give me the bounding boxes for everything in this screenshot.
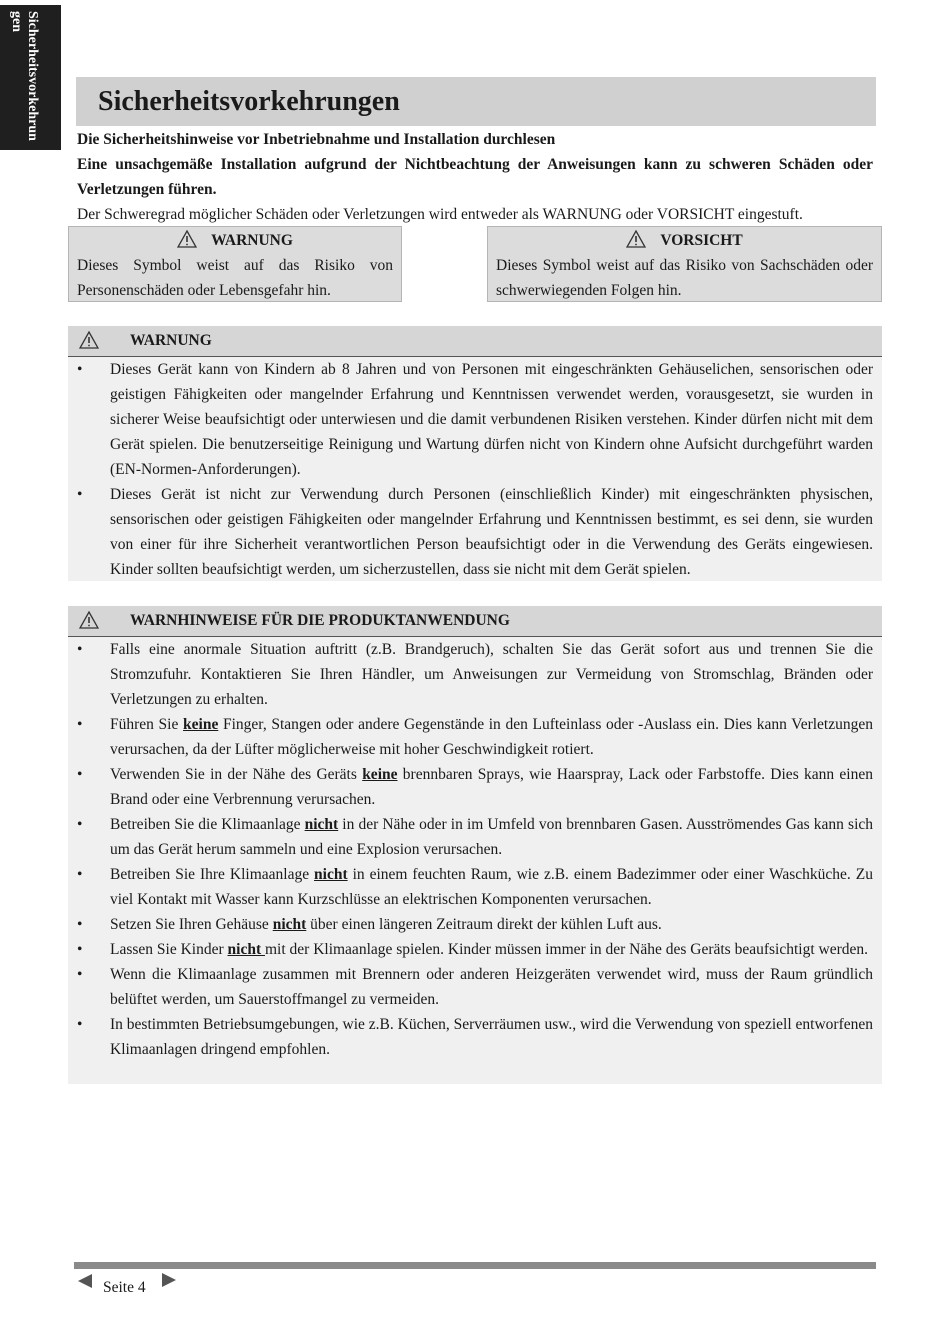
list-item xyxy=(68,937,873,962)
legend-vorsicht-box xyxy=(487,226,882,302)
bullet: • xyxy=(77,766,83,783)
bullet: • xyxy=(77,641,83,658)
triangle-left-icon[interactable] xyxy=(77,1273,93,1289)
legend-warnung-box xyxy=(68,226,402,302)
warnung-section xyxy=(68,326,882,581)
list-item xyxy=(68,1012,873,1062)
bullet: • xyxy=(77,1016,83,1033)
side-tab xyxy=(0,5,61,150)
triangle-right-icon[interactable] xyxy=(161,1272,177,1288)
list-item xyxy=(68,862,873,912)
bullet: • xyxy=(77,866,83,883)
legend-warnung-text: Dieses Symbol weist auf das Risiko von Personenschäden oder Lebensgefahr hin. xyxy=(77,257,393,299)
warnung-list xyxy=(68,357,882,582)
page-title: Sicherheitsvorkehrungen xyxy=(98,86,400,117)
list-item-text: Falls eine anormale Situation auftritt (z.B. Brandgeruch), schalten Sie das Gerät sofort aus und trennen Sie die Stromzufuhr. Kontaktieren Sie Ihren Händler, um Anweisungen zur Vermeidung von Stromschlag, Bränden oder Verletzungen zu erhalten. xyxy=(110,641,873,708)
legend-warnung-title: WARNUNG xyxy=(211,232,293,249)
bullet: • xyxy=(77,486,83,503)
list-item-text: In bestimmten Betriebsumgebungen, wie z.B. Küchen, Serverräumen usw., wird die Verwendung von speziell entworfenen Klimaanlagen dringend empfohlen. xyxy=(110,1016,873,1058)
warnung-section-title: WARNUNG xyxy=(130,332,212,349)
footer-divider xyxy=(74,1262,876,1269)
title-bar xyxy=(76,77,876,126)
warning-triangle-icon xyxy=(177,230,197,248)
intro-severity-note: Der Schweregrad möglicher Schäden oder Verletzungen wird entweder als WARNUNG oder VORSICHT eingestuft. xyxy=(77,206,803,223)
list-item-text: Betreiben Sie Ihre Klimaanlage xyxy=(110,866,315,883)
side-tab-label: Sicherheitsvorkehrungen xyxy=(9,11,40,141)
legend-vorsicht-text: Dieses Symbol weist auf das Risiko von Sachschäden oder schwerwiegenden Folgen hin. xyxy=(496,257,873,299)
list-item-text: Lassen Sie Kinder xyxy=(110,941,228,958)
list-item xyxy=(68,962,873,1012)
list-item-text: Finger, Stangen oder andere Gegenstände in den Lufteinlass oder -Auslass ein. Dies kann Verletzungen verursachen, da der Lüfter möglicherweise mit hoher Geschwindigkeit rotiert. xyxy=(110,716,873,758)
list-item xyxy=(68,812,873,862)
emphasis-keyword: nicht xyxy=(272,916,307,933)
legend-vorsicht-heading xyxy=(488,228,881,253)
list-item-text: Verwenden Sie in der Nähe des Geräts xyxy=(110,766,363,783)
warning-triangle-icon xyxy=(79,331,99,349)
page-number: Seite 4 xyxy=(103,1279,146,1296)
bullet: • xyxy=(77,916,83,933)
legend-warnung-heading xyxy=(69,228,401,253)
intro xyxy=(77,127,873,227)
bullet: • xyxy=(77,966,83,983)
list-item-text: Wenn die Klimaanlage zusammen mit Brennern oder anderen Heizgeräten verwendet wird, muss der Raum gründlich belüftet werden, um Sauerstoffmangel zu vermeiden. xyxy=(110,966,873,1008)
list-item-text: Dieses Gerät ist nicht zur Verwendung durch Personen (einschließlich Kinder) mit eingeschränkten physischen, sensorischen oder geistigen Fähigkeiten oder mangelnder Erfahrung und Kenntnissen bestimmt, es sei denn, sie wurden von einer für ihre Sicherheit verantwortlichen Person beaufsichtigt oder in die Verwendung des Geräts eingewiesen. Kinder sollten beaufsichtigt werden, um sicherzustellen, dass sie nicht mit dem Gerät spielen. xyxy=(110,486,873,578)
product-warnings-title: WARNHINWEISE FÜR DIE PRODUKTANWENDUNG xyxy=(130,612,510,629)
emphasis-keyword: nicht xyxy=(227,941,265,958)
bullet: • xyxy=(77,361,83,378)
bullet: • xyxy=(77,716,83,733)
emphasis-keyword: keine xyxy=(183,716,219,733)
list-item xyxy=(68,482,873,582)
list-item xyxy=(68,912,873,937)
list-item-text: in einem feuchten Raum, wie z.B. einem Badezimmer oder einer Waschküche. Zu viel Kontakt mit Wasser kann Kurzschlüsse an elektrischen Komponenten verursachen. xyxy=(110,866,873,908)
warnung-section-header xyxy=(68,326,882,357)
list-item xyxy=(68,712,873,762)
product-warnings-section xyxy=(68,606,882,1084)
list-item-text: Betreiben Sie die Klimaanlage xyxy=(110,816,305,833)
intro-heading: Die Sicherheitshinweise vor Inbetriebnahme und Installation durchlesen xyxy=(77,131,556,148)
list-item-text: Dieses Gerät kann von Kindern ab 8 Jahren und von Personen mit eingeschränkten Gehäuselichen, sensorischen oder geistigen Fähigkeiten oder mangelnder Erfahrung und Kenntnissen verwendet werden, vorausgesetzt, sie wurden in sicherer Weise beaufsichtigt oder unterwiesen und die damit verbundenen Risiken verstehen. Kinder dürfen nicht mit dem Gerät spielen. Die benutzerseitige Reinigung und Wartung dürfen nicht von Kindern ohne Aufsicht durchgeführt warden (EN-Normen-Anforderungen). xyxy=(110,361,873,478)
product-warnings-header xyxy=(68,606,882,637)
bullet: • xyxy=(77,816,83,833)
list-item-text: mit der Klimaanlage spielen. Kinder müssen immer in der Nähe des Geräts beaufsichtigt werden. xyxy=(264,941,869,958)
list-item xyxy=(68,762,873,812)
bullet: • xyxy=(77,941,83,958)
list-item xyxy=(68,637,873,712)
intro-warning-statement: Eine unsachgemäße Installation aufgrund der Nichtbeachtung der Anweisungen kann zu schweren Schäden oder Verletzungen führen. xyxy=(77,156,873,198)
list-item-text: Führen Sie xyxy=(110,716,184,733)
warning-triangle-icon xyxy=(79,611,99,629)
list-item-text: Setzen Sie Ihren Gehäuse xyxy=(110,916,273,933)
product-warnings-list xyxy=(68,637,882,1062)
legend-vorsicht-title: VORSICHT xyxy=(660,232,743,249)
warning-triangle-icon xyxy=(626,230,646,248)
list-item-text: brennbaren Sprays, wie Haarspray, Lack oder Farbstoffe. Dies kann einen Brand oder eine Verbrennung verursachen. xyxy=(110,766,873,808)
emphasis-keyword: nicht xyxy=(314,866,348,883)
list-item xyxy=(68,357,873,482)
list-item-text: über einen längeren Zeitraum direkt der kühlen Luft aus. xyxy=(306,916,662,933)
emphasis-keyword: nicht xyxy=(304,816,339,833)
list-item-text: in der Nähe oder in im Umfeld von brennbaren Gasen. Ausströmendes Gas kann sich um das Gerät herum sammeln und eine Explosion verursachen. xyxy=(110,816,874,858)
emphasis-keyword: keine xyxy=(362,766,398,783)
